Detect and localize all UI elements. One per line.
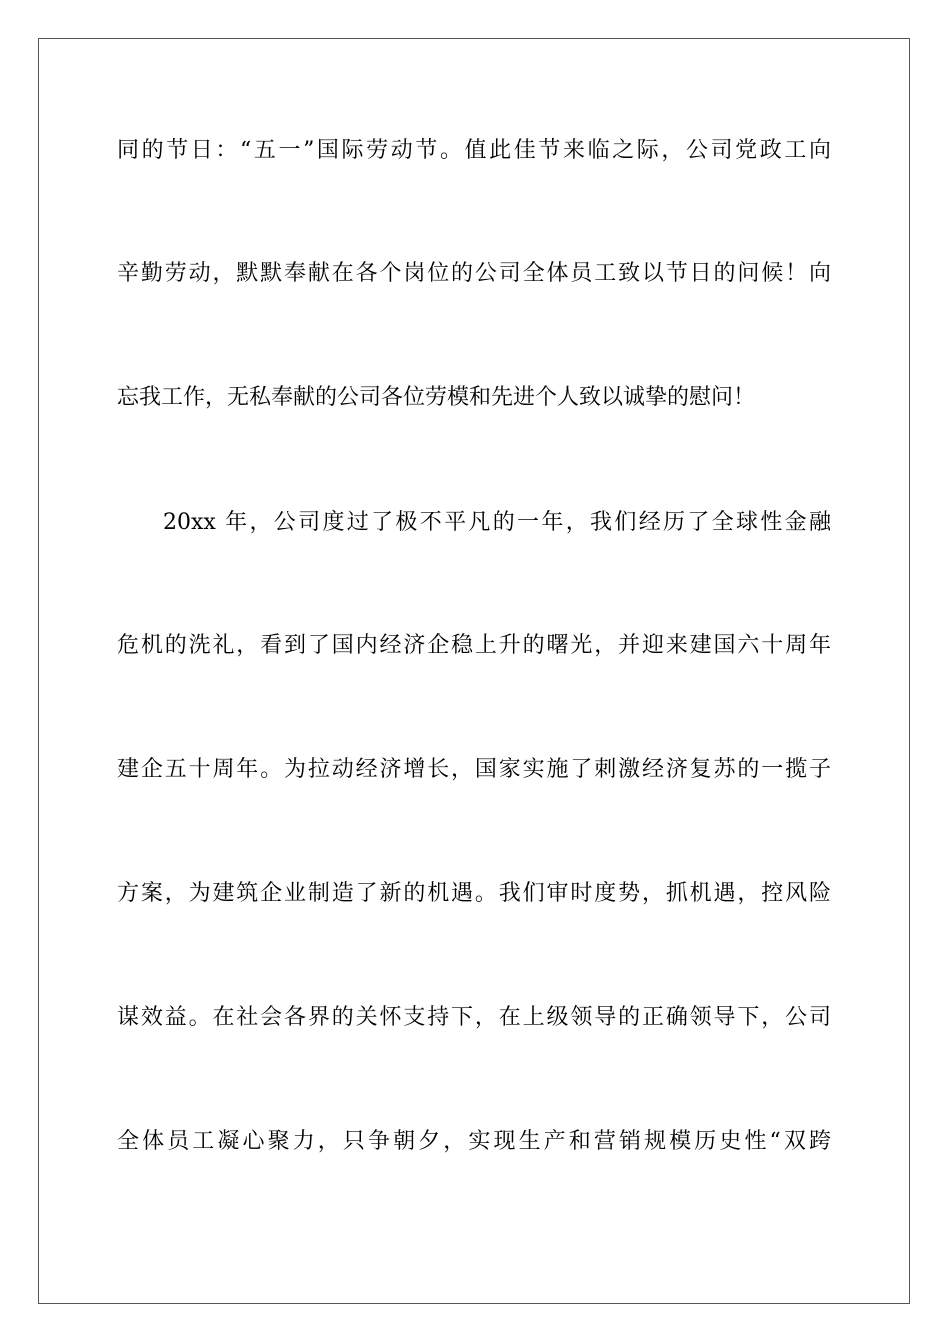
text-line-6: 建企五十周年。为拉动经济增长，国家实施了刺激经济复苏的一揽子 (117, 757, 831, 782)
text-line-5: 危机的洗礼，看到了国内经济企稳上升的曙光，并迎来建国六十周年 (117, 633, 831, 658)
text-line-3: 忘我工作，无私奉献的公司各位劳模和先进个人致以诚挚的慰问！ (117, 385, 756, 410)
text-line-9: 全体员工凝心聚力，只争朝夕，实现生产和营销规模历史性“双跨 (117, 1129, 831, 1154)
text-line-8: 谋效益。在社会各界的关怀支持下，在上级领导的正确领导下，公司 (117, 1005, 831, 1030)
text-line-4: 20xx 年，公司度过了极不平凡的一年，我们经历了全球性金融 (163, 510, 831, 535)
page-border (38, 38, 910, 1304)
text-line-2: 辛勤劳动，默默奉献在各个岗位的公司全体员工致以节日的问候！向 (117, 261, 831, 286)
text-line-1: 同的节日：“五一”国际劳动节。值此佳节来临之际，公司党政工向 (117, 138, 831, 163)
text-line-7: 方案，为建筑企业制造了新的机遇。我们审时度势，抓机遇，控风险 (117, 881, 831, 906)
